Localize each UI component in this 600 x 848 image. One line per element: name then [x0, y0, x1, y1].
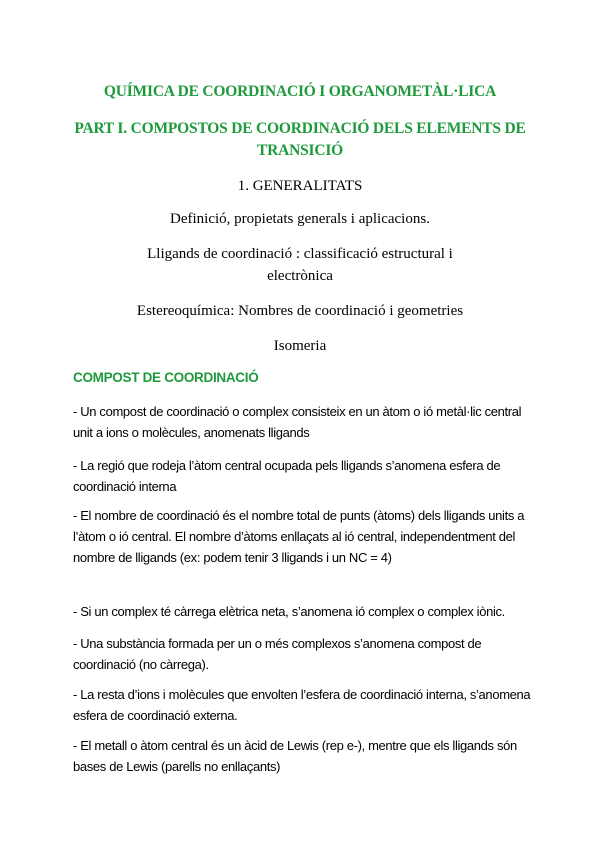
- paragraph-nombre-coordinacio: - El nombre de coordinació és el nombre total de punts (àtoms) dels lligands units a l’àtom o ió central. El nombre d’àtoms enllaçats al ió central, independentment del nombre de lligands (ex: podem tenir 3 lligands i un NC = 4): [73, 508, 525, 565]
- paragraph-ion-complex: - Si un complex té càrrega elètrica neta, s’anomena ió complex o complex iònic.: [73, 604, 505, 619]
- paragraph-esfera-interna: - La regió que rodeja l’àtom central ocupada pels lligands s’anomena esfera de coordinació interna: [73, 458, 501, 494]
- main-title: QUÍMICA DE COORDINACIÓ I ORGANOMETÀL·LICA: [103, 83, 497, 100]
- part-title: PART I. COMPOSTOS DE COORDINACIÓ DELS ELEMENTS DE TRANSICIÓ: [74, 120, 526, 159]
- paragraph-lewis: - El metall o àtom central és un àcid de Lewis (rep e-), mentre que els lligands són bases de Lewis (parells no enllaçants): [73, 738, 517, 774]
- section-estereoquimica: Estereoquímica: Nombres de coordinació i geometries: [136, 303, 464, 319]
- section-generalitats: 1. GENERALITATS: [237, 178, 363, 194]
- paragraph-esfera-externa: - La resta d’ions i molècules que envolten l’esfera de coordinació interna, s’anomena esfera de coordinació externa.: [73, 687, 531, 723]
- section-lligands: Lligands de coordinació : classificació estructural i electrònica: [147, 246, 453, 284]
- paragraph-compost-coordinacio: - Una substància formada per un o més complexos s’anomena compost de coordinació (no càrrega).: [73, 636, 482, 672]
- compost-heading: COMPOST DE COORDINACIÓ: [73, 370, 259, 385]
- paragraph-definition: - Un compost de coordinació o complex consisteix en un àtom o ió metàl·lic central unit a ions o molècules, anomenats lligands: [73, 404, 522, 440]
- section-isomeria: Isomeria: [273, 338, 327, 354]
- section-definicio: Definició, propietats generals i aplicacions.: [170, 211, 430, 227]
